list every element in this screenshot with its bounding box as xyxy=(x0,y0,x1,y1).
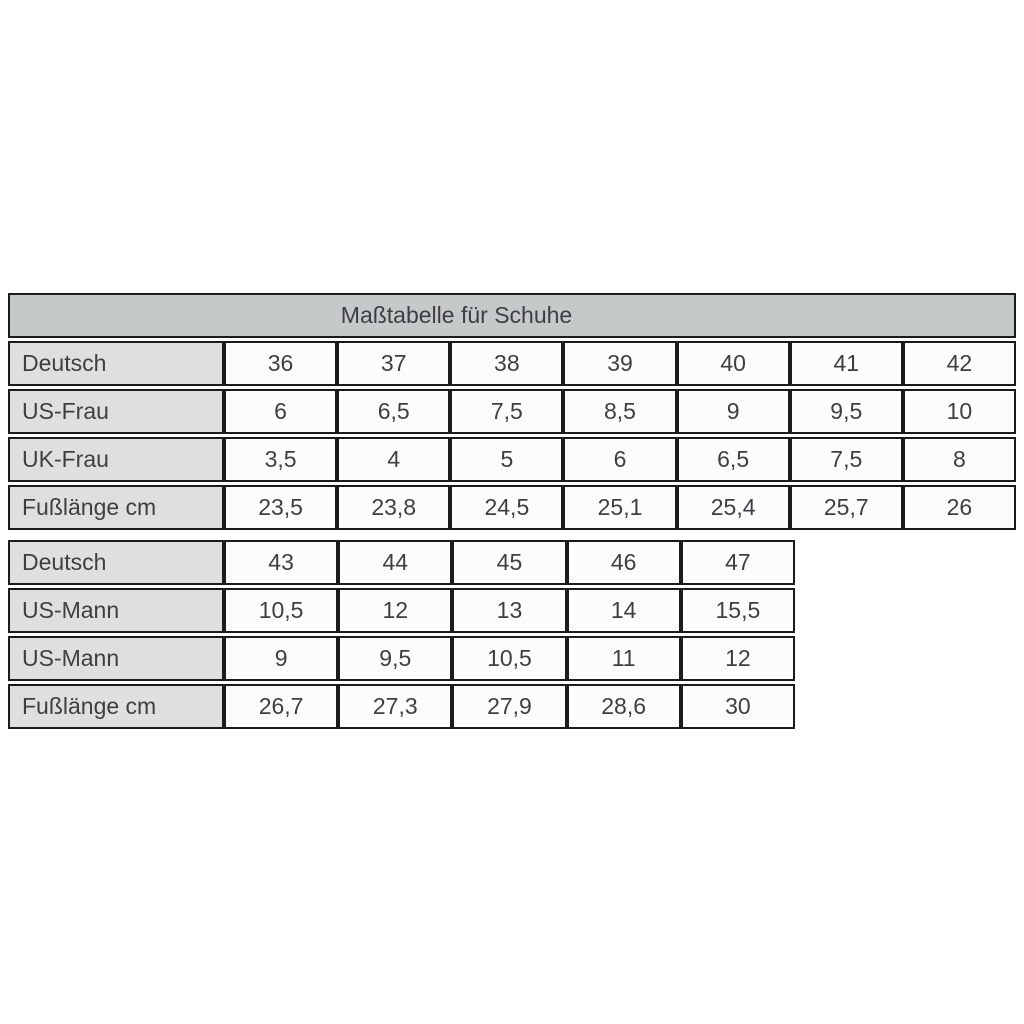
row-label-cell: US-Mann xyxy=(8,588,224,633)
row-label-cell: Deutsch xyxy=(8,540,224,585)
size-value-cell: 9,5 xyxy=(790,389,903,434)
size-value-cell: 4 xyxy=(337,437,450,482)
size-value-cell: 8 xyxy=(903,437,1016,482)
size-value-cell: 12 xyxy=(681,636,795,681)
size-value-cell: 14 xyxy=(567,588,681,633)
table-title: Maßtabelle für Schuhe xyxy=(8,293,1016,338)
size-value-cell: 25,1 xyxy=(563,485,676,530)
size-value-cell: 11 xyxy=(567,636,681,681)
men-sizes-table xyxy=(8,537,795,732)
size-value-cell: 26,7 xyxy=(224,684,338,729)
size-value-cell: 6,5 xyxy=(337,389,450,434)
size-value-cell: 9 xyxy=(677,389,790,434)
size-value-cell: 45 xyxy=(452,540,566,585)
row-label-cell: US-Mann xyxy=(8,636,224,681)
size-value-cell: 46 xyxy=(567,540,681,585)
table-row xyxy=(8,389,1016,434)
table-row xyxy=(8,437,1016,482)
size-value-cell: 7,5 xyxy=(450,389,563,434)
size-value-cell: 27,9 xyxy=(452,684,566,729)
size-value-cell: 23,8 xyxy=(337,485,450,530)
size-value-cell: 42 xyxy=(903,341,1016,386)
size-value-cell: 39 xyxy=(563,341,676,386)
size-value-cell: 41 xyxy=(790,341,903,386)
size-value-cell: 10 xyxy=(903,389,1016,434)
table-title-row xyxy=(8,293,1016,338)
size-value-cell: 25,7 xyxy=(790,485,903,530)
size-value-cell: 28,6 xyxy=(567,684,681,729)
table-row xyxy=(8,684,795,729)
size-value-cell: 27,3 xyxy=(338,684,452,729)
table-row xyxy=(8,540,795,585)
size-value-cell: 6 xyxy=(224,389,337,434)
row-label-cell: Deutsch xyxy=(8,341,224,386)
size-value-cell: 3,5 xyxy=(224,437,337,482)
size-value-cell: 9 xyxy=(224,636,338,681)
table-row xyxy=(8,636,795,681)
size-value-cell: 26 xyxy=(903,485,1016,530)
table-row xyxy=(8,588,795,633)
size-value-cell: 38 xyxy=(450,341,563,386)
size-value-cell: 43 xyxy=(224,540,338,585)
size-value-cell: 30 xyxy=(681,684,795,729)
row-label-cell: US-Frau xyxy=(8,389,224,434)
women-sizes-table xyxy=(8,290,1016,533)
size-value-cell: 10,5 xyxy=(224,588,338,633)
size-value-cell: 5 xyxy=(450,437,563,482)
table-row xyxy=(8,341,1016,386)
size-value-cell: 13 xyxy=(452,588,566,633)
size-value-cell: 47 xyxy=(681,540,795,585)
size-value-cell: 10,5 xyxy=(452,636,566,681)
row-label-cell: Fußlänge cm xyxy=(8,485,224,530)
size-value-cell: 8,5 xyxy=(563,389,676,434)
size-value-cell: 9,5 xyxy=(338,636,452,681)
row-label-cell: UK-Frau xyxy=(8,437,224,482)
size-value-cell: 6 xyxy=(563,437,676,482)
size-value-cell: 15,5 xyxy=(681,588,795,633)
size-value-cell: 24,5 xyxy=(450,485,563,530)
size-value-cell: 23,5 xyxy=(224,485,337,530)
size-value-cell: 6,5 xyxy=(677,437,790,482)
size-value-cell: 37 xyxy=(337,341,450,386)
size-value-cell: 44 xyxy=(338,540,452,585)
size-value-cell: 7,5 xyxy=(790,437,903,482)
row-label-cell: Fußlänge cm xyxy=(8,684,224,729)
size-value-cell: 36 xyxy=(224,341,337,386)
size-value-cell: 25,4 xyxy=(677,485,790,530)
table-row xyxy=(8,485,1016,530)
size-value-cell: 12 xyxy=(338,588,452,633)
size-value-cell: 40 xyxy=(677,341,790,386)
